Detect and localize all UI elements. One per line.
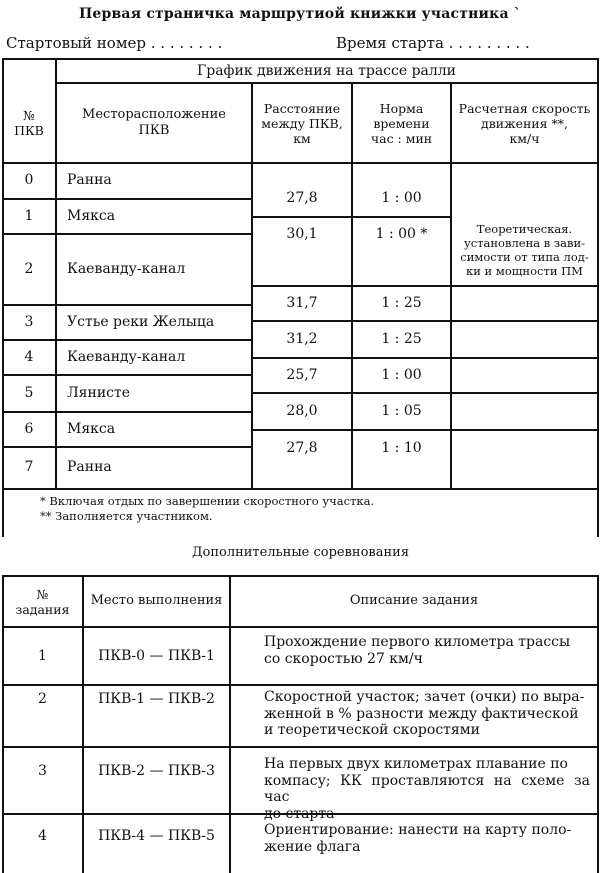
footnote-rest: * Включая отдых по завершении скоростного участка. xyxy=(40,494,375,508)
segment-time: 1 : 00 xyxy=(381,366,422,383)
col-header-time-norm: Норма времени час : мин xyxy=(370,100,433,146)
segment-distance: 28,0 xyxy=(286,402,318,419)
segment-distance: 27,8 xyxy=(286,189,318,206)
point-number: 4 xyxy=(24,348,34,365)
segment-time: 1 : 00 xyxy=(381,189,422,206)
task-description: На первых двух километрах плавание по компасу; КК проставляются на схеме за час до старта xyxy=(264,756,590,822)
segment-distance: 30,1 xyxy=(286,225,318,242)
segment-time: 1 : 10 xyxy=(381,439,422,456)
point-name: Каеванду-канал xyxy=(67,348,186,365)
schedule-caption: График движения на трассе ралли xyxy=(196,62,457,79)
point-name: Мякса xyxy=(67,207,116,224)
col-header-task-number: № задания xyxy=(15,586,70,617)
segment-distance: 27,8 xyxy=(286,439,318,456)
segment-distance: 25,7 xyxy=(286,366,318,383)
point-number: 6 xyxy=(24,420,34,437)
footnote-participant: ** Заполняется участником. xyxy=(40,509,213,523)
point-number: 2 xyxy=(24,260,34,277)
point-name: Ранна xyxy=(67,172,112,189)
point-number: 3 xyxy=(24,313,34,330)
point-number: 1 xyxy=(24,207,34,224)
col-header-pkv-number: № ПКВ xyxy=(14,108,44,138)
task-place: ПКВ-2 — ПКВ-3 xyxy=(98,762,215,779)
page-title: Первая страничка маршрутиой книжки участника ` xyxy=(78,6,521,22)
segment-distance: 31,2 xyxy=(286,330,318,347)
task-place: ПКВ-1 — ПКВ-2 xyxy=(98,690,215,707)
point-number: 7 xyxy=(24,459,34,476)
col-header-description: Описание задания xyxy=(349,593,479,609)
segment-time: 1 : 25 xyxy=(381,330,422,347)
point-name: Устье реки Желыца xyxy=(67,313,215,330)
segment-time: 1 : 00 * xyxy=(375,225,428,242)
point-name: Каеванду-канал xyxy=(67,260,186,277)
task-number: 1 xyxy=(38,647,47,664)
task-description: Прохождение первого километра трассы со скоростью 27 км/ч xyxy=(264,634,571,667)
col-header-distance: Расстояние между ПКВ, км xyxy=(261,100,343,146)
start-time-field: Время старта . . . . . . . . . xyxy=(336,34,530,52)
task-description: Ориентирование: нанести на карту поло- жение флага xyxy=(264,822,572,855)
point-number: 0 xyxy=(24,172,34,189)
task-number: 4 xyxy=(38,827,47,844)
task-place: ПКВ-0 — ПКВ-1 xyxy=(98,647,215,664)
start-number-field: Стартовый номер . . . . . . . . xyxy=(6,34,223,52)
task-number: 2 xyxy=(38,690,47,707)
point-name: Ранна xyxy=(67,459,112,476)
task-place: ПКВ-4 — ПКВ-5 xyxy=(98,827,215,844)
point-name: Мякса xyxy=(67,420,116,437)
col-header-place: Место выполнения xyxy=(90,593,223,609)
col-header-speed: Расчетная скорость движения **, км/ч xyxy=(458,100,591,146)
segment-distance: 31,7 xyxy=(286,294,318,311)
task-description: Скоростной участок; зачет (очки) по выра- женной в % разности между фактической и теоретической скоростями xyxy=(264,689,585,739)
segment-time: 1 : 05 xyxy=(381,402,422,419)
point-name: Лянисте xyxy=(67,384,131,401)
col-header-location: Месторасположение ПКВ xyxy=(82,107,226,138)
extra-caption: Дополнительные соревнования xyxy=(191,544,410,560)
segment-time: 1 : 25 xyxy=(381,294,422,311)
point-number: 5 xyxy=(24,384,34,401)
task-number: 3 xyxy=(38,762,47,779)
speed-note: Теоретическая. установлена в зави- симости от типа лод- ки и мощности ПМ xyxy=(460,222,589,278)
